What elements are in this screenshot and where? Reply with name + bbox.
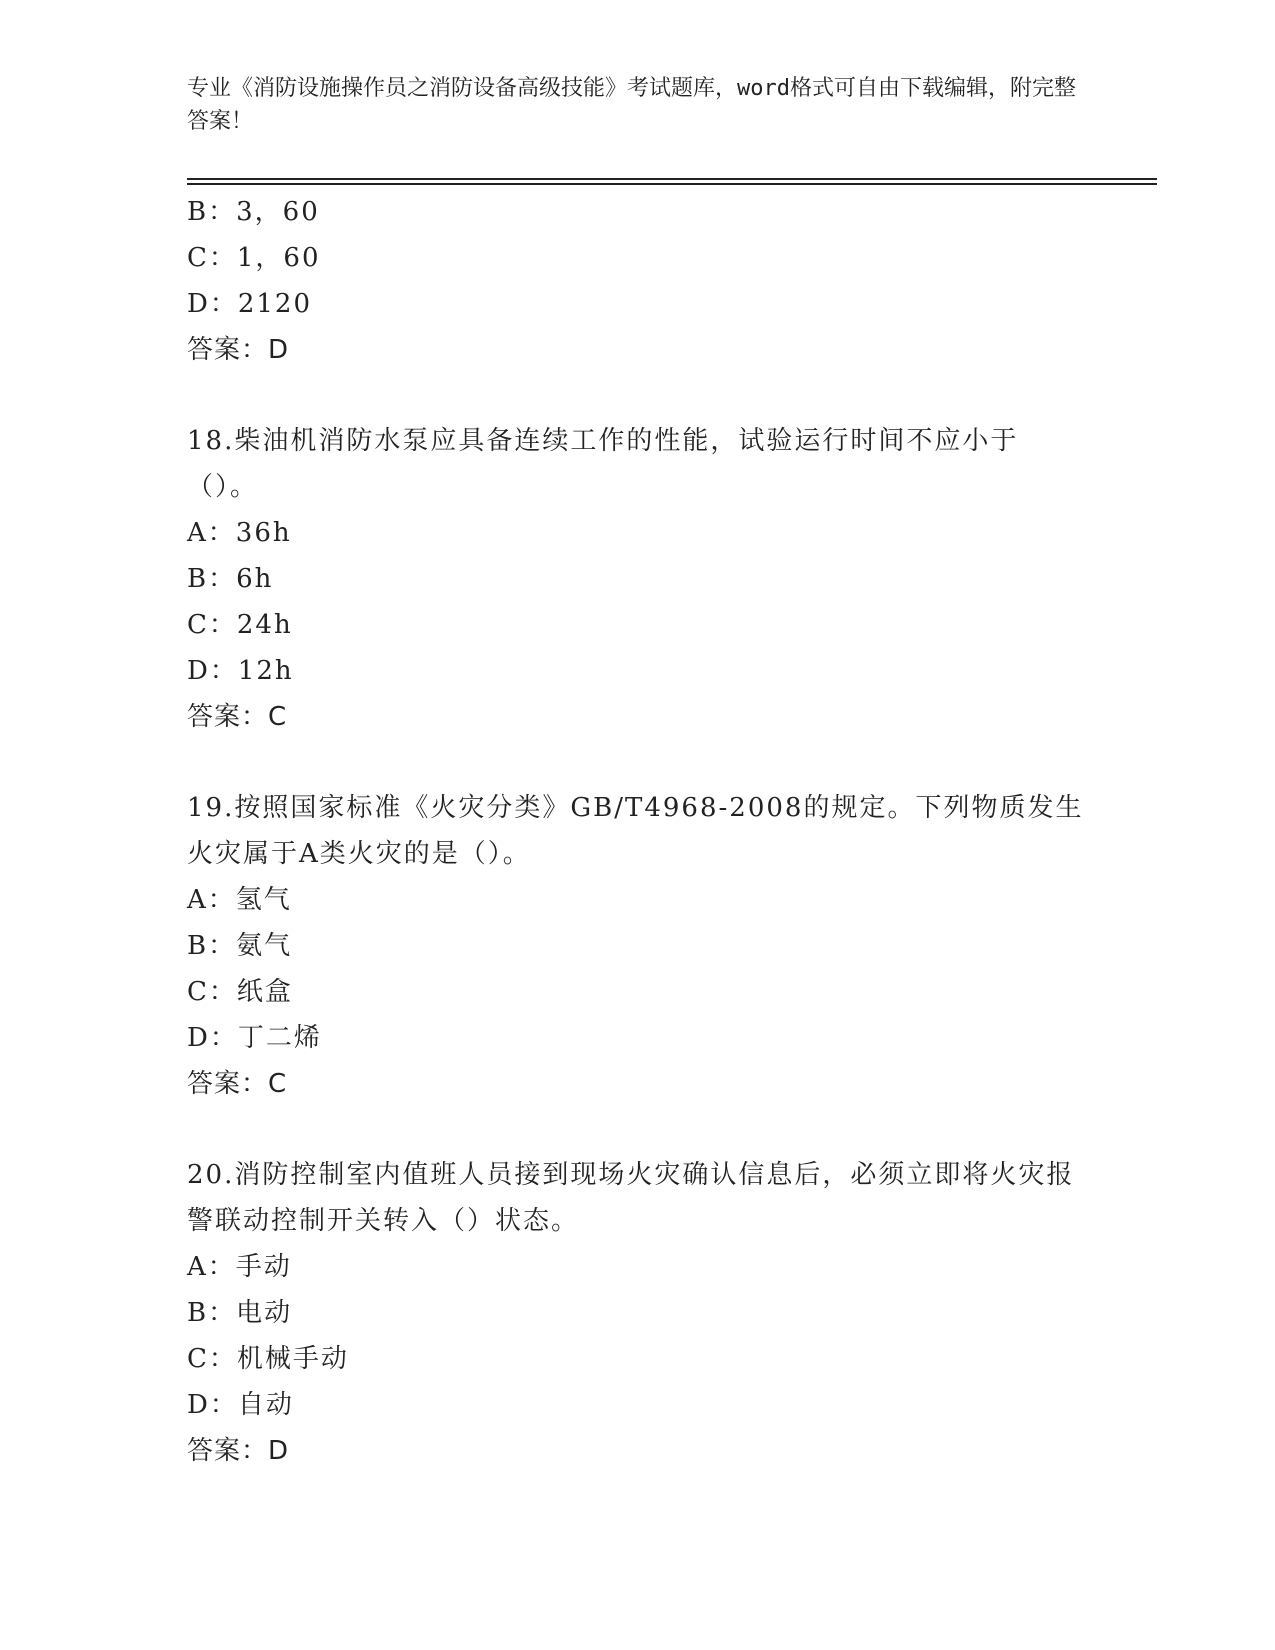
spacer bbox=[187, 1107, 1087, 1152]
answer-line: 答案：C bbox=[187, 702, 288, 732]
header-rule-top bbox=[187, 178, 1157, 180]
question-20 bbox=[187, 1152, 1087, 1474]
option-b: B：6h bbox=[187, 564, 274, 594]
option-c: C：1，60 bbox=[187, 243, 321, 273]
option-d: D：丁二烯 bbox=[187, 1023, 322, 1053]
option-a: A：36h bbox=[187, 518, 292, 548]
question-stem: 19.按照国家标准《火灾分类》GB/T4968-2008的规定。下列物质发生火灾属于A类火灾的是（）。 bbox=[187, 793, 1084, 869]
option-b: B：氨气 bbox=[187, 931, 293, 961]
answer-line: 答案：C bbox=[187, 1069, 288, 1099]
option-a: A：氢气 bbox=[187, 885, 292, 915]
spacer bbox=[187, 373, 1087, 418]
option-b: B：3，60 bbox=[187, 197, 320, 227]
question-18 bbox=[187, 418, 1087, 740]
spacer bbox=[187, 740, 1087, 785]
option-c: C：24h bbox=[187, 610, 293, 640]
question-19 bbox=[187, 785, 1087, 1107]
question-stem: 18.柴油机消防水泵应具备连续工作的性能，试验运行时间不应小于（）。 bbox=[187, 426, 1019, 502]
option-d: D：12h bbox=[187, 656, 294, 686]
option-c: C：纸盒 bbox=[187, 977, 293, 1007]
option-d: D：2120 bbox=[187, 289, 313, 319]
option-a: A：手动 bbox=[187, 1252, 292, 1282]
answer-line: 答案：D bbox=[187, 335, 290, 365]
previous-question-block bbox=[187, 189, 1087, 373]
question-content bbox=[187, 189, 1087, 1474]
option-b: B：电动 bbox=[187, 1298, 293, 1328]
option-d: D：自动 bbox=[187, 1390, 294, 1420]
option-c: C：机械手动 bbox=[187, 1344, 349, 1374]
header-rule-bottom bbox=[187, 183, 1157, 185]
answer-line: 答案：D bbox=[187, 1436, 290, 1466]
question-stem: 20.消防控制室内值班人员接到现场火灾确认信息后，必须立即将火灾报警联动控制开关转入（）状态。 bbox=[187, 1160, 1075, 1236]
document-header: 专业《消防设施操作员之消防设备高级技能》考试题库，word格式可自由下载编辑，附完整答案！ bbox=[187, 76, 1076, 134]
